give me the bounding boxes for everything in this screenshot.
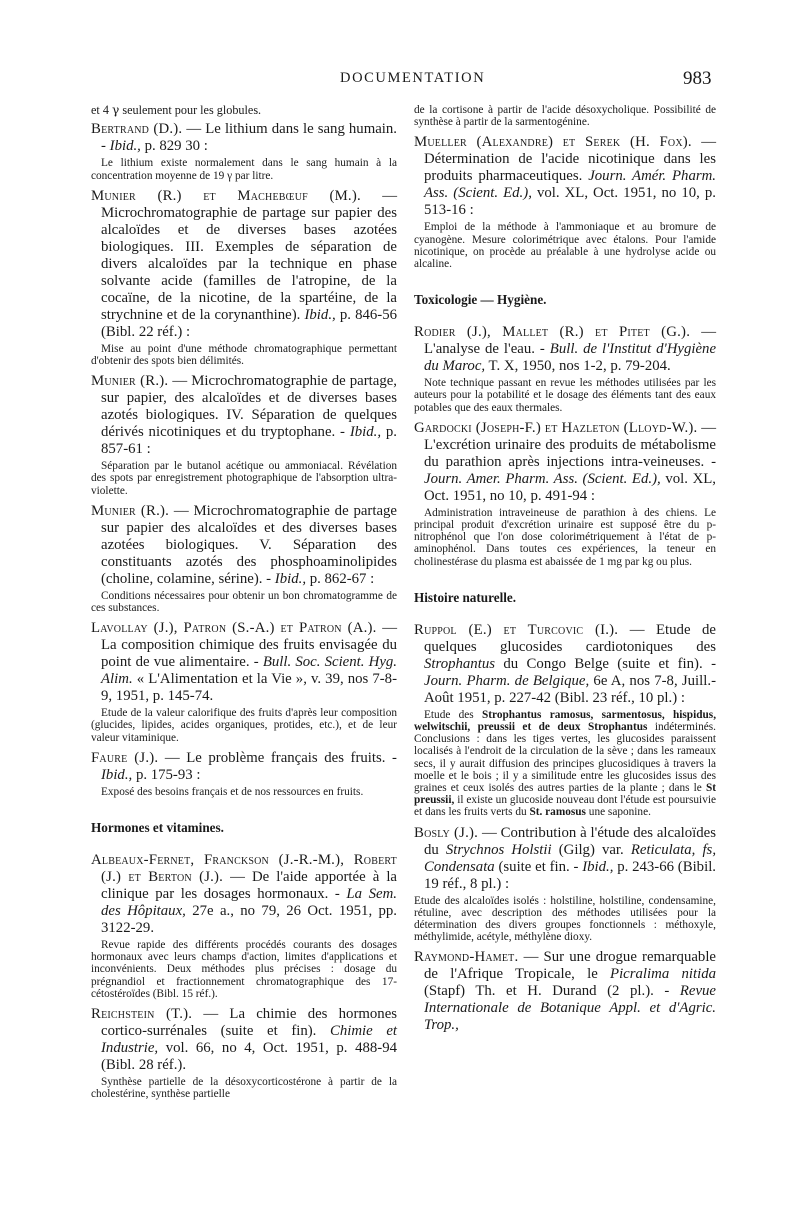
continued-fragment	[91, 104, 397, 117]
title-continued: du Congo Belge (suite et fin). -	[503, 655, 716, 672]
variety-name: Reticulata, fs, Condensata	[424, 841, 717, 875]
bibliography-entry	[91, 188, 397, 367]
title: — Sur une drogue remarquable de l'Afrique Tropicale, le	[424, 949, 716, 983]
bibliography-entry	[414, 949, 716, 1034]
section-heading: Histoire naturelle.	[414, 589, 517, 605]
bibliography-entry	[91, 750, 397, 798]
bibliography-entry	[91, 852, 397, 1000]
journal: Journ. Amer. Pharm. Ass. (Scient. Ed.),	[424, 470, 661, 487]
species-name: St. ramosus	[529, 806, 586, 819]
species-name: Picralima nitida	[610, 966, 716, 983]
continued-summary: de la cortisone à partir de l'acide désoxycholique. Possibilité de synthèse à partir de la sarmentogénine.	[414, 104, 716, 129]
reference: T. X, 1950, nos 1-2, p. 79-204.	[488, 358, 671, 375]
ibid: Ibid.,	[109, 138, 141, 155]
title: — La composition chimique des fruits envisagée du point de vue alimentaire. -	[101, 620, 397, 671]
journal: Journ. Amér. Pharm. Ass. (Scient. Ed.),	[424, 168, 716, 202]
citation	[414, 825, 716, 893]
reference: p. 243-66 (Bibil. 19 réf., 8 pl.) :	[424, 858, 717, 892]
bibliography-entry	[91, 373, 397, 497]
fragment-text: et 4	[91, 103, 109, 117]
journal: Journ. Pharm. de Belgique,	[424, 672, 590, 689]
bibliography-entry	[414, 825, 716, 944]
author: Bosly (J.).	[414, 824, 479, 841]
citation	[414, 134, 716, 219]
title: — L'analyse de l'eau. -	[424, 324, 716, 358]
title: — Microchromatographie de partage, sur papier, des alcaloïdes et de diverses bases azotés biologiques. IV. Séparation de quelques dérivés nicotiniques et du tryptophane. -	[101, 373, 398, 441]
species-name: St preussii,	[414, 782, 716, 807]
title: — Le problème français des fruits. -	[164, 749, 397, 766]
journal: Bull. Soc. Scient. Hyg. Alim.	[101, 654, 397, 688]
reference: p. 829 30 :	[144, 138, 208, 155]
title: — Détermination de l'acide nicotinique dans les produits pharmaceutiques.	[424, 134, 716, 185]
title: — Microchromatographie de partage sur papier des alcaloïdes et de diverses bases azotées biologiques. III. Exemples de séparation de divers alcaloïdes par la technique en phase solvante acide (familles de l'atropine, de la cocaïne, de la nicotine, de la spartéine, de la strychnine et de la corynanthine).	[101, 187, 397, 323]
ibid: Ibid.,	[274, 570, 307, 587]
author: Reichstein (T.).	[91, 1006, 193, 1023]
summary: Conditions nécessaires pour obtenir un bon chromatogramme de ces substances.	[91, 589, 397, 615]
fragment-text: seulement pour les globules.	[122, 103, 262, 117]
citation	[91, 503, 397, 588]
ibid: Ibid.,	[349, 424, 382, 441]
summary: Le lithium existe normalement dans le sang humain à la concentration moyenne de 19 γ par litre.	[91, 157, 397, 182]
journal: Bull. de l'Institut d'Hygiène du Maroc,	[424, 341, 717, 375]
summary: Emploi de la méthode à l'ammoniaque et au bromure de cyanogène. Mesure colorimétrique avec étalons. Pour l'amide nicotinique, on procède au préalable à une hydrolyse acide ou alcaline.	[414, 221, 716, 271]
author: Gardocki (Joseph-F.) et Hazleton (Lloyd-W.).	[414, 419, 698, 436]
reference: p. 857-61 :	[101, 424, 398, 458]
reference: « L'Alimentation et la Vie », v. 39, nos 7-8-9, 1951, p. 145-74.	[101, 671, 398, 705]
citation	[91, 1006, 397, 1074]
bibliography-entry	[414, 420, 716, 568]
summary-text: une saponine.	[588, 806, 651, 819]
author: Bertrand (D.).	[91, 121, 183, 138]
ibid: Ibid.,	[304, 306, 336, 323]
summary: Etude de la valeur calorifique des fruits d'après leur composition (glucides, lipides, acides organiques, protides, etc.), et de leur valeur vitaminique.	[91, 707, 397, 744]
author: Rodier (J.), Mallet (R.) et Pitet (G.).	[414, 324, 691, 341]
author: Faure (J.).	[91, 749, 159, 766]
ibid: Ibid.,	[582, 858, 614, 875]
journal: La Sem. des Hôpitaux,	[101, 886, 397, 920]
author: Mueller (Alexandre) et Serek (H. Fox).	[414, 134, 692, 151]
title: — Etude de quelques glucosides cardiotoniques des	[424, 621, 716, 655]
page-number: 983	[683, 68, 712, 89]
summary-text: il existe un glucoside nouveau dont l'étude est poursuivie et dans les fruits verts du	[414, 794, 717, 819]
citation	[91, 373, 397, 458]
journal: Revue Internationale de Botanique Appl. et d'Agric. Trop.,	[424, 983, 716, 1034]
species-list: Strophantus ramosus, sarmentosus, hispidus, welwitschii, preussii et de deux Strophantus	[414, 708, 717, 734]
author: Albeaux-Fernet, Franckson (J.-R.-M.), Robert (J.) et Berton (J.).	[91, 852, 397, 886]
citation	[91, 188, 397, 341]
summary: Administration intraveineuse de parathion à des chiens. Le principal produit d'excrétion urinaire est supposé être du p-nitrophénol que l'on dose colorimétriquement à l'état de p-aminophénol. Dans toutes ces expériences, la teneur en cholinestérase du plasma est abaissée de 1 mg par kg ou plus.	[414, 506, 716, 568]
summary-text: Etude des	[424, 708, 474, 721]
reference: 6e A, nos 7-8, Juill.-Août 1951, p. 227-42 (Bibl. 23 réf., 10 pl.) :	[424, 672, 716, 706]
reference: vol. XL, Oct. 1951, no 10, p. 513-16 :	[424, 185, 716, 219]
reference: 27e a., no 79, 26 Oct. 1951, pp. 3122-29.	[101, 903, 397, 937]
running-head	[0, 68, 800, 90]
gamma-symbol: γ	[111, 103, 120, 117]
title: — L'excrétion urinaire des produits de métabolisme du parathion après injections intra-veineuses. -	[424, 419, 716, 470]
reference: vol. XL, Oct. 1951, no 10, p. 491-94 :	[424, 470, 717, 504]
species-name: Strychnos Holstii	[445, 841, 552, 858]
ibid: Ibid.,	[101, 766, 133, 783]
title: — Microchromatographie de partage sur papier des alcaloïdes et des diverses bases azotées biologiques. V. Séparation des constituants azotés des phosphoaminolipides (choline, colamine, sérine). -	[101, 502, 397, 587]
summary: Etude des alcaloïdes isolés : holstiline, holstiline, condensamine, rétuline, avec description des méthodes utilisées pour la détermination des divers groupes fonctionnels : méthoxyle, méthylimide, acétyle, méthylène dioxy.	[414, 894, 716, 944]
summary: Note technique passant en revue les méthodes utilisées par les auteurs pour la potabilité et le dosage des éléments tant des eaux potables que des eaux thermales.	[414, 377, 716, 414]
citation	[91, 620, 397, 705]
citation	[91, 852, 397, 937]
title-continued: (suite et fin. -	[498, 858, 579, 875]
title: — La chimie des hormones cortico-surrénales (suite et fin).	[101, 1006, 398, 1040]
bibliography-entry	[414, 622, 716, 819]
section-heading: Hormones et vitamines.	[91, 820, 224, 836]
citation	[91, 750, 397, 784]
summary: Mise au point d'une méthode chromatographique permettant d'obtenir des spots bien délimités.	[91, 342, 397, 368]
title: — Le lithium dans le sang humain. -	[101, 121, 397, 155]
author: Munier (R.) et Machebœuf (M.).	[91, 187, 361, 204]
title: — De l'aide apportée à la clinique par les dosages hormonaux. -	[101, 869, 398, 903]
summary: Séparation par le butanol acétique ou ammoniacal. Révélation des spots par enregistrement photographique de l'absorption ultra-violette.	[91, 460, 397, 497]
bibliography-entry	[414, 134, 716, 270]
bibliography-entry	[91, 620, 397, 744]
bibliography-entry	[91, 503, 397, 614]
bibliography-entry	[91, 1006, 397, 1100]
author: Ruppol (E.) et Turcovic (I.).	[414, 621, 619, 638]
summary: Exposé des besoins français et de nos ressources en fruits.	[101, 785, 364, 798]
summary-text: indéterminés. Conclusions : dans les tiges vertes, les glucosides paraissent localisés à l'endroit de la circulation de la sève ; dans les rameaux secs, il y aurait diffusion des principes glucosidiques à travers la moelle et le bois ; il y a similitude entre les glucosides issus des graines et ceux isolés des autres parties de la plante ; dans le	[414, 721, 716, 795]
citation	[414, 420, 716, 505]
bibliography-entry	[414, 324, 716, 414]
summary	[414, 709, 716, 819]
summary: Synthèse partielle de la désoxycorticostérone à partir de la cholestérine, synthèse partielle	[91, 1076, 397, 1101]
journal: Chimie et Industrie,	[101, 1023, 397, 1057]
reference: vol. 66, no 4, Oct. 1951, p. 488-94 (Bibl. 28 réf.).	[101, 1040, 397, 1074]
running-title: DOCUMENTATION	[340, 70, 486, 86]
left-column	[91, 104, 397, 1106]
author: Raymond-Hamet.	[414, 949, 519, 966]
citation	[91, 121, 397, 155]
title: — Contribution à l'étude des alcaloïdes du	[424, 824, 716, 858]
summary: Revue rapide des différents procédés courants des dosages hormonaux avec leurs champs d'action, limites d'applications et inconvénients. Deux méthodes plus précises : dosage du prégnandiol et fractionnement chromatographique des 17-cétostéroïdes (Bibl. 15 réf.).	[91, 939, 397, 1000]
reference: p. 846-56 (Bibl. 22 réf.) :	[101, 306, 398, 340]
species-name: Strophantus	[424, 655, 495, 672]
author: Munier (R.).	[91, 373, 169, 390]
title-continued: (Stapf) Th. et H. Durand (2 pl.). -	[424, 983, 670, 1000]
citation	[414, 324, 716, 375]
author: Lavollay (J.), Patron (S.-A.) et Patron (A.).	[91, 620, 377, 637]
title-continued: (Gilg) var.	[558, 841, 624, 858]
bibliography-entry	[91, 121, 397, 181]
citation	[414, 949, 716, 1034]
author: Munier (R.).	[91, 502, 170, 519]
right-column	[414, 104, 716, 1040]
section-heading: Toxicologie — Hygiène.	[414, 292, 547, 308]
reference: p. 862-67 :	[309, 570, 375, 587]
citation	[414, 622, 716, 707]
reference: p. 175-93 :	[135, 766, 201, 783]
